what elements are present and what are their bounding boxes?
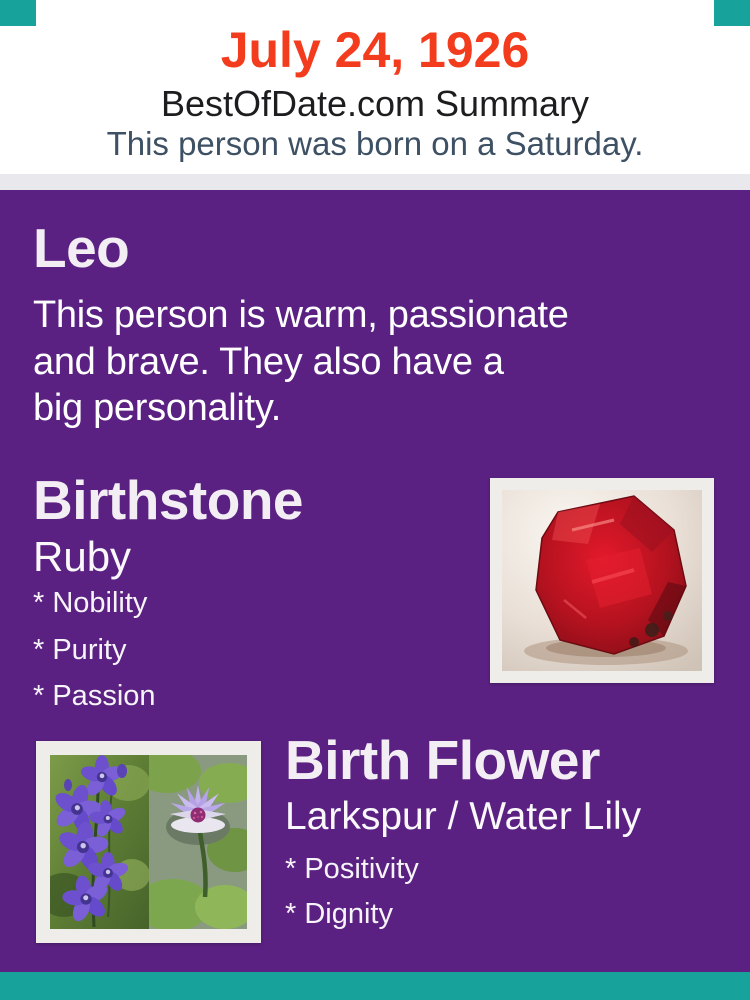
weekday-text: This person was born on a Saturday. [106,125,644,162]
zodiac-description-line: big personality. [33,387,281,429]
site-summary-title: BestOfDate.com Summary [160,83,590,124]
divider-strip [0,174,750,190]
birthstone-heading: Birthstone [33,469,303,531]
birthstone-traits [33,588,156,728]
birth-flower-trait: * Dignity [285,898,393,930]
birthstone-trait: * Passion [33,680,156,712]
zodiac-description [33,292,569,432]
date-title: July 24, 1926 [220,22,530,78]
birth-flower-trait: * Positivity [285,853,419,885]
zodiac-sign-heading: Leo [33,217,130,279]
birthstone-photo-frame [490,478,714,683]
larkspur-photo [50,755,149,929]
water-lily-photo [149,755,247,929]
birth-flower-heading: Birth Flower [285,729,600,791]
zodiac-description-line: This person is warm, passionate [33,294,569,336]
zodiac-description-line: and brave. They also have a [33,340,504,383]
teal-bottom-bar [0,972,750,1000]
birthstone-trait: * Nobility [33,587,148,619]
birthstone-name: Ruby [33,533,132,580]
birth-flower-name: Larkspur / Water Lily [285,795,642,838]
ruby-photo [502,490,702,671]
birth-flower-traits [285,854,419,944]
birthstone-trait: * Purity [33,633,127,666]
birth-flower-photo-frame [36,741,261,943]
purple-body [0,190,750,1000]
